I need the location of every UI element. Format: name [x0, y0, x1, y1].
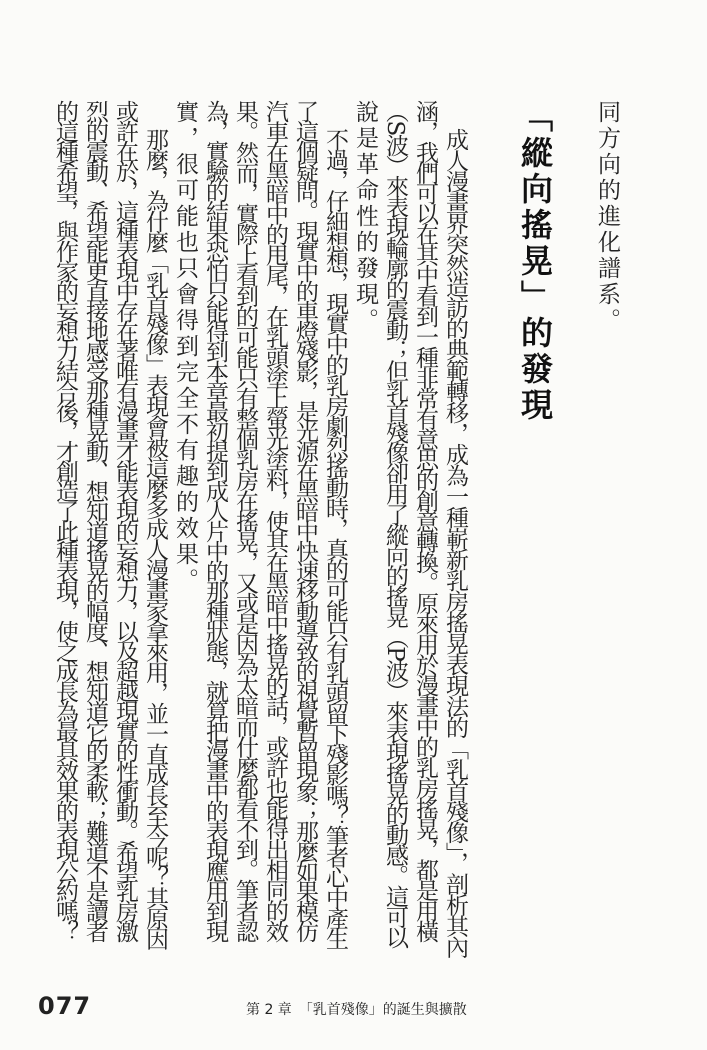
text-column: 的這種希望，與作家的妄想力結合後，才創造了此種表現，使之成長為最具效果的表現公約嗎？ — [52, 100, 78, 940]
page-number: 077 — [38, 992, 92, 1020]
text-column: 烈的震動、希望能更直接地感受那種晃動、想知道搖晃的幅度、想知道它的柔軟；難道不是讀者 — [82, 100, 108, 940]
text-column: 了這個疑問。現實中的車燈殘影，是光源在黑暗中快速移動導致的視覺暫留現象；那麼如果模仿 — [292, 100, 318, 940]
text-column: 實，很可能也只會得到完全不有趣的效果。 — [172, 100, 198, 594]
text-column: 果。然而，實際上看到的可能只有整個乳房在搖晃，又或是因為太暗而什麼都看不到。筆者認 — [232, 100, 258, 941]
text-column: 那麼，為什麼「乳首殘像」表現會被這麼多成人漫畫家拿來用，並一直成長至今呢？其原因 — [142, 128, 168, 948]
text-column: 為，實驗的結果恐怕只能得到本章最初提到成人片中的那種狀態，就算把漫畫中的表現應用到現 — [202, 100, 228, 940]
text-column: 說是革命性的發現。 — [352, 100, 378, 334]
text-column: 同方向的進化譜系。 — [594, 100, 620, 334]
text-column: 汽車在黑暗中的甩尾，在乳頭塗上螢光塗料，使其在黑暗中搖晃的話，或許也能得出相同的效 — [262, 100, 288, 941]
text-column: 涵，我們可以在其中看到一種非常有意思的創意轉換。原來用於漫畫中的乳房搖晃，都是用橫 — [412, 100, 438, 941]
section-heading: 「縱向搖晃」的發現 — [516, 100, 554, 424]
text-column: （S波）來表現輪廓的震動；但乳首殘像卻用了縱向的搖晃（P波）來表現搖晃的動感。這可以 — [382, 100, 408, 947]
text-column: 不過，仔細想想，現實中的乳房劇烈搖動時，真的可能只有乳頭留下殘影嗎？筆者心中產生 — [322, 128, 348, 948]
text-column: 或許在於，這種表現中存在著唯有漫畫才能表現的妄想力，以及超越現實的性衝動。希望乳房激 — [112, 100, 138, 940]
running-footer-chapter: 第 2 章 「乳首殘像」的誕生與擴散 — [246, 1002, 467, 1018]
text-column: 成人漫畫界突然造訪的典範轉移，成為一種嶄新乳房搖晃表現法的「乳首殘像」，剖析其內 — [442, 128, 468, 957]
